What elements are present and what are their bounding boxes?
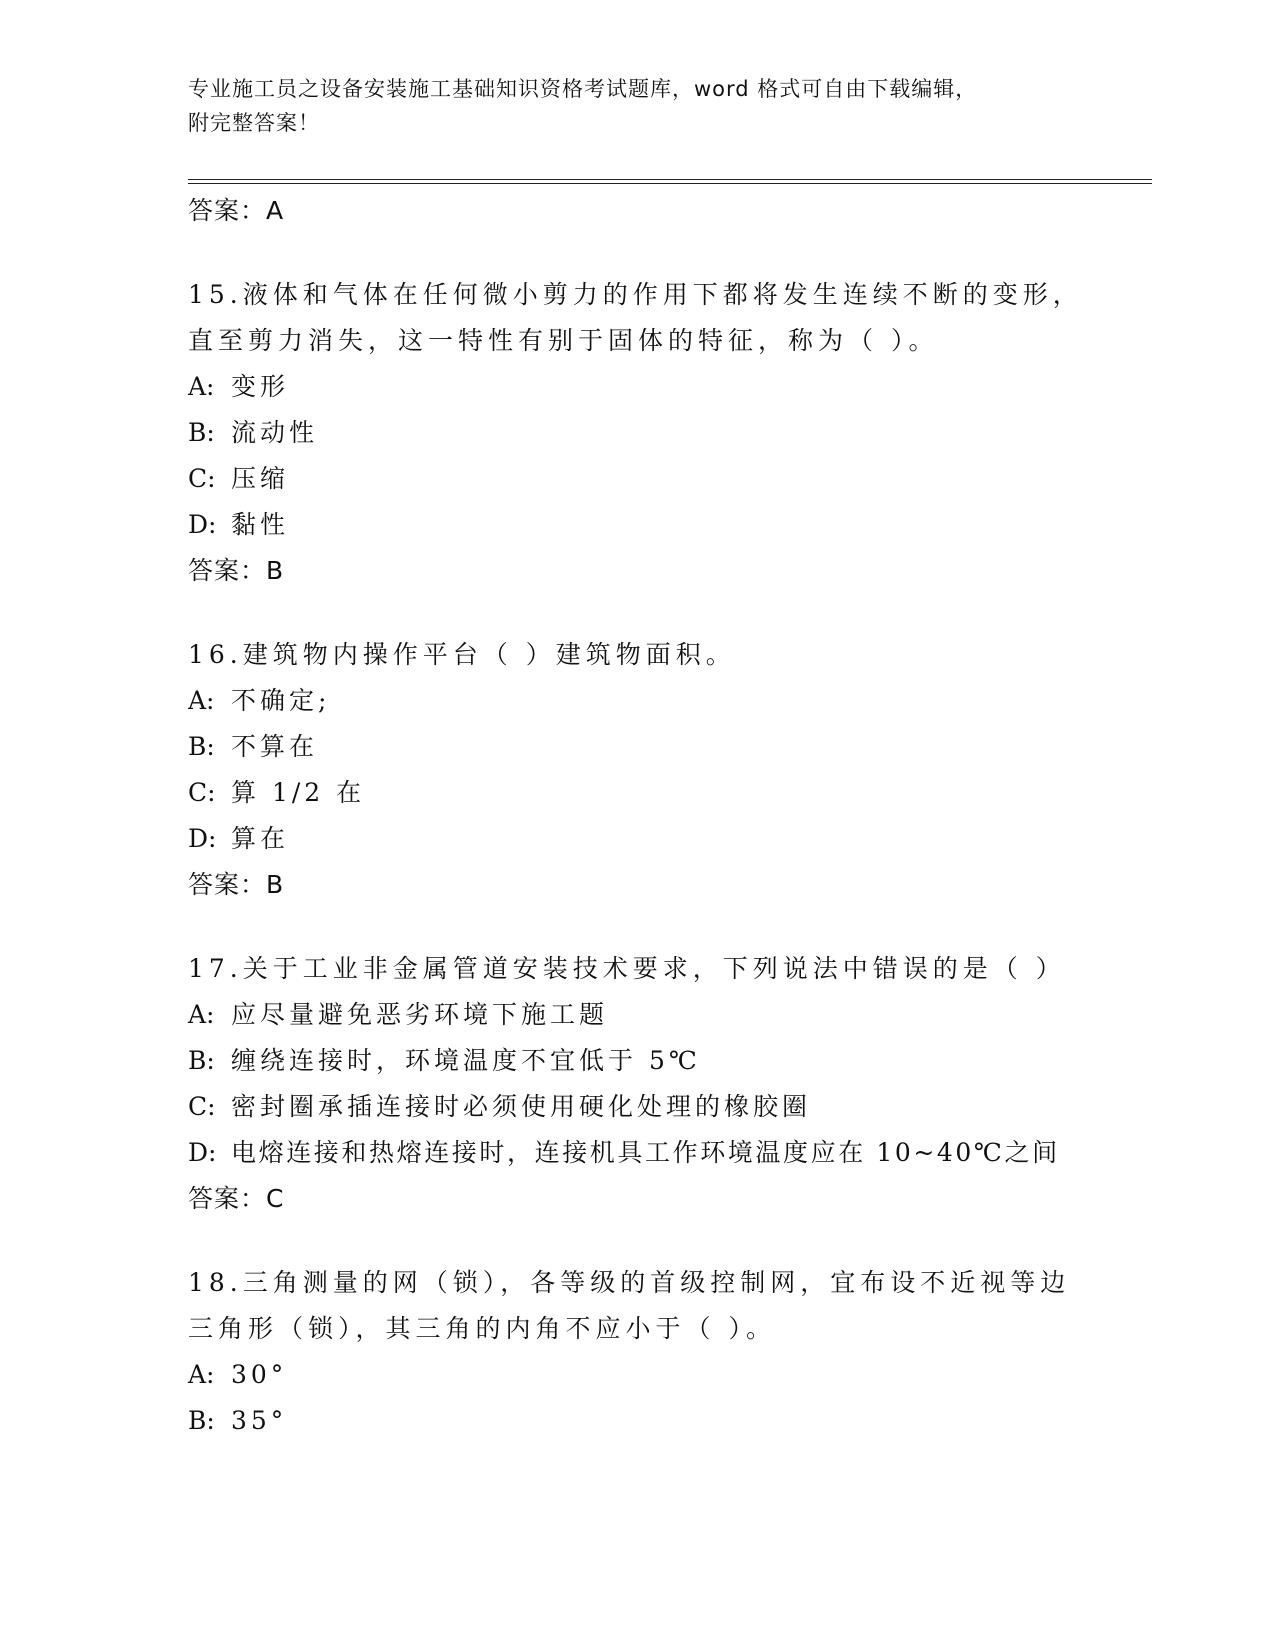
option-letter: B: [188, 1406, 215, 1435]
header-line-2: 附完整答案！ [188, 111, 320, 135]
option-text: 缠绕连接时，环境温度不宜低于 5℃ [231, 1046, 701, 1075]
header-divider-top [188, 179, 1152, 180]
option-text: 压缩 [231, 464, 290, 493]
option-text: 35° [231, 1406, 288, 1435]
option-letter: B: [188, 732, 215, 761]
option-a [188, 1352, 1088, 1398]
option-letter: D: [188, 510, 217, 539]
option-letter: A: [188, 686, 215, 715]
option-a [188, 678, 1088, 724]
option-letter: C: [188, 1092, 216, 1121]
option-c [188, 456, 1088, 502]
option-a [188, 364, 1088, 410]
option-letter: C: [188, 778, 216, 807]
option-text: 不算在 [231, 732, 319, 761]
option-text: 黏性 [231, 510, 290, 539]
question-stem: 17.关于工业非金属管道安装技术要求，下列说法中错误的是（ ） [188, 954, 1066, 983]
option-d [188, 1130, 1088, 1176]
option-text: 变形 [231, 372, 290, 401]
question-15 [188, 272, 1088, 594]
option-b [188, 724, 1088, 770]
question-18 [188, 1260, 1088, 1444]
option-letter: C: [188, 464, 216, 493]
header-line-1: 专业施工员之设备安装施工基础知识资格考试题库，word 格式可自由下载编辑， [188, 77, 978, 101]
question-answer: 答案：B [188, 870, 285, 899]
option-b [188, 1038, 1088, 1084]
option-text: 算 1/2 在 [231, 778, 366, 807]
question-answer: 答案：C [188, 1184, 285, 1213]
option-d [188, 816, 1088, 862]
option-letter: A: [188, 1000, 215, 1029]
question-stem: 18.三角测量的网（锁），各等级的首级控制网，宜布设不近视等边三角形（锁），其三角的内角不应小于（ ）。 [188, 1268, 1071, 1343]
option-letter: A: [188, 1360, 215, 1389]
option-letter: D: [188, 1138, 217, 1167]
question-17 [188, 946, 1088, 1222]
option-a [188, 992, 1088, 1038]
question-stem: 15.液体和气体在任何微小剪力的作用下都将发生连续不断的变形，直至剪力消失，这一特性有别于固体的特征，称为（ ）。 [188, 280, 1083, 355]
option-letter: B: [188, 418, 215, 447]
option-c [188, 1084, 1088, 1130]
option-text: 密封圈承插连接时必须使用硬化处理的橡胶圈 [231, 1092, 812, 1121]
question-list [188, 188, 1088, 1444]
document-header [188, 72, 1088, 140]
option-letter: A: [188, 372, 215, 401]
option-c [188, 770, 1088, 816]
option-text: 算在 [231, 824, 290, 853]
option-letter: B: [188, 1046, 215, 1075]
option-b [188, 1398, 1088, 1444]
header-divider-bottom [188, 183, 1152, 184]
option-b [188, 410, 1088, 456]
option-d [188, 502, 1088, 548]
option-text: 30° [231, 1360, 288, 1389]
question-16 [188, 632, 1088, 908]
option-text: 应尽量避免恶劣环境下施工题 [231, 1000, 609, 1029]
option-letter: D: [188, 824, 217, 853]
option-text: 不确定; [231, 686, 331, 715]
previous-answer: 答案：A [188, 196, 285, 225]
question-stem: 16.建筑物内操作平台（ ）建筑物面积。 [188, 640, 736, 669]
question-answer: 答案：B [188, 556, 285, 585]
option-text: 电熔连接和热熔连接时，连接机具工作环境温度应在 10~40℃之间 [231, 1138, 1060, 1167]
option-text: 流动性 [231, 418, 319, 447]
